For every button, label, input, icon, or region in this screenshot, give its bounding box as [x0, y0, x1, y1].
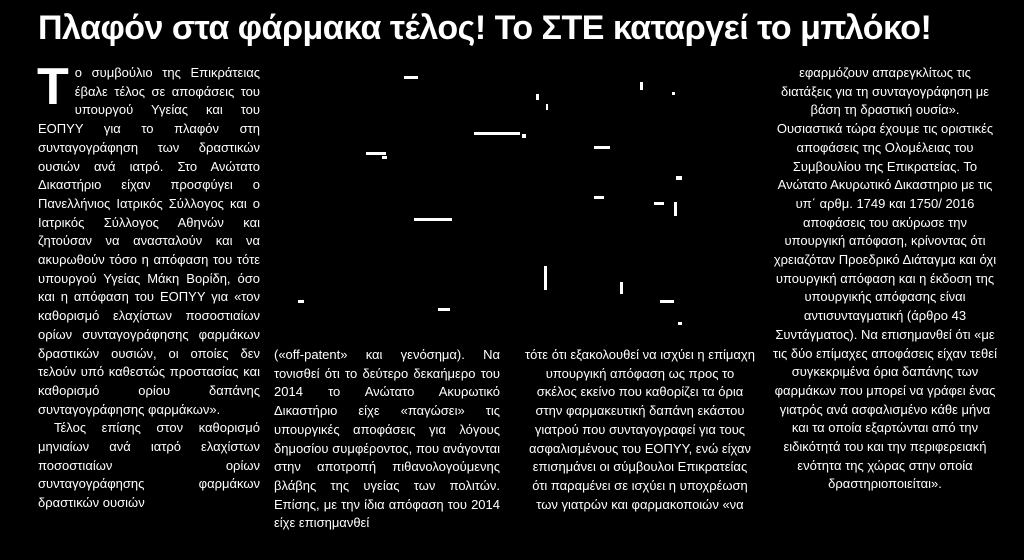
photo-speck	[298, 300, 304, 303]
photo-speck	[660, 300, 674, 303]
paragraph: Τέλος επίσης στον καθορισμό μηνιαίων ανά ιατρό ελαχίστων ποσοστιαίων ορίων συνταγογράφησης φαρμάκων δραστικών ουσιών	[38, 420, 260, 511]
article-column-4	[772, 64, 998, 494]
photo-speck	[620, 282, 623, 294]
photo-speck	[438, 308, 450, 311]
photo-speck	[474, 132, 520, 135]
photo-speck	[546, 104, 548, 110]
article-headline: Πλαφόν στα φάρμακα τέλος! Το ΣΤΕ καταργεί το μπλόκο!	[38, 9, 932, 47]
photo-speck	[594, 146, 610, 149]
photo-speck	[414, 218, 452, 221]
article-column-3	[524, 346, 756, 514]
photo-speck	[522, 134, 526, 138]
paragraph: («off-patent» και γενόσημα). Να τονισθεί ότι το δεύτερο δεκαήμερο του 2014 το Ανώτατο Ακυρωτικό Δικαστήριο είχε «παγώσει» τις υπουργικές αποφάσεις για λόγους δημοσίου συμφέροντος, που ανάγονται στην αποτροπή πιθανολογούμενης βλάβης της υγείας των πολιτών. Επίσης, με την ίδια απόφαση του 2014 είχε επισημανθεί	[274, 347, 500, 531]
article-photo	[278, 64, 756, 334]
photo-speck	[404, 76, 418, 79]
drop-cap: Τ	[37, 58, 69, 116]
photo-speck	[544, 266, 547, 290]
photo-speck	[594, 196, 604, 199]
paragraph: εφαρμόζουν απαρεγκλίτως τις διατάξεις για τη συνταγογράφηση με βάση τη δραστική ουσία».	[780, 65, 990, 118]
photo-speck	[674, 202, 677, 216]
article-column-1	[37, 58, 260, 513]
photo-speck	[640, 82, 643, 90]
photo-speck	[536, 94, 539, 100]
photo-speck	[672, 92, 675, 95]
paragraph: τότε ότι εξακολουθεί να ισχύει η επίμαχη υπουργική απόφαση ως προς το σκέλος εκείνο που καθορίζει τα όρια στην φαρμακευτική δαπάνη εκάστου γιατρού που συνταγογραφεί για τους ασφαλισμένους του ΕΟΠΥΥ, ενώ είχαν επισημάνει οι σύμβουλοι Επικρατείας ότι παραμένει σε ισχύει η υποχρέωση των γιατρών και φαρμακοποιών «να	[524, 347, 755, 512]
photo-speck	[366, 152, 386, 155]
paragraph: ο συμβούλιο της Επικράτειας έβαλε τέλος σε αποφάσεις του υπουργού Υγείας και του ΕΟΠΥΥ για το πλαφόν στη συνταγογράφηση των δραστικών ουσιών ανά ιατρό. Στο Ανώτατο Δικαστήριο είχαν προσφύγει ο Πανελλήνιος Ιατρικός Σύλλογος και ο Ιατρικός Σύλλογος Αθηνών και ζητούσαν να ανασταλούν και να ακυρωθούν τόσο η απόφαση του τότε υπουργού Υγείας Μάκη Βορίδη, όσο και η απόφαση του ΕΟΠΥΥ για «τον καθορισμό ελαχίστων ποσοστιαίων ορίων συνταγογράφησης φαρμάκων δραστικών ουσιών, οι οποίες δεν τελούν υπό καθεστώς προστασίας και καθορισμό ορίου δαπάνης συνταγογράφησης φαρμάκων».	[38, 65, 260, 417]
article-column-2	[274, 346, 500, 533]
photo-speck	[676, 176, 682, 180]
paragraph: Ουσιαστικά τώρα έχουμε τις οριστικές αποφάσεις της Ολομέλειας του Συμβουλίου της Επικρατείας. Το Ανώτατο Ακυρωτικό Δικαστηριο με τις υπ΄ αρθμ. 1749 και 1750/ 2016 αποφάσεις του ακύρωσε την υπουργική απόφαση, κρίνοντας ότι χρειαζόταν Προεδρικό Διάταγμα και όχι υπουργική απόφαση και η έκδοση της υπουργικής απόφασης είναι αντισυνταγματική (άρθρο 43 Συντάγματος). Να επισημανθεί ότι «με τις δύο επίμαχες αποφάσεις είχαν τεθεί συγκεκριμένα όρια δαπάνης των φαρμάκων που μπορεί να γράφει ένας γιατρός ανά ασφαλισμένο κάθε μήνα και τα οποία εξαρτώνται από την ειδικότητά του και την περιφερειακή ενότητα της χώρας στην οποία δραστηριοποιείται».	[773, 121, 997, 492]
photo-speck	[382, 156, 387, 159]
photo-speck	[654, 202, 664, 205]
photo-speck	[678, 322, 682, 325]
